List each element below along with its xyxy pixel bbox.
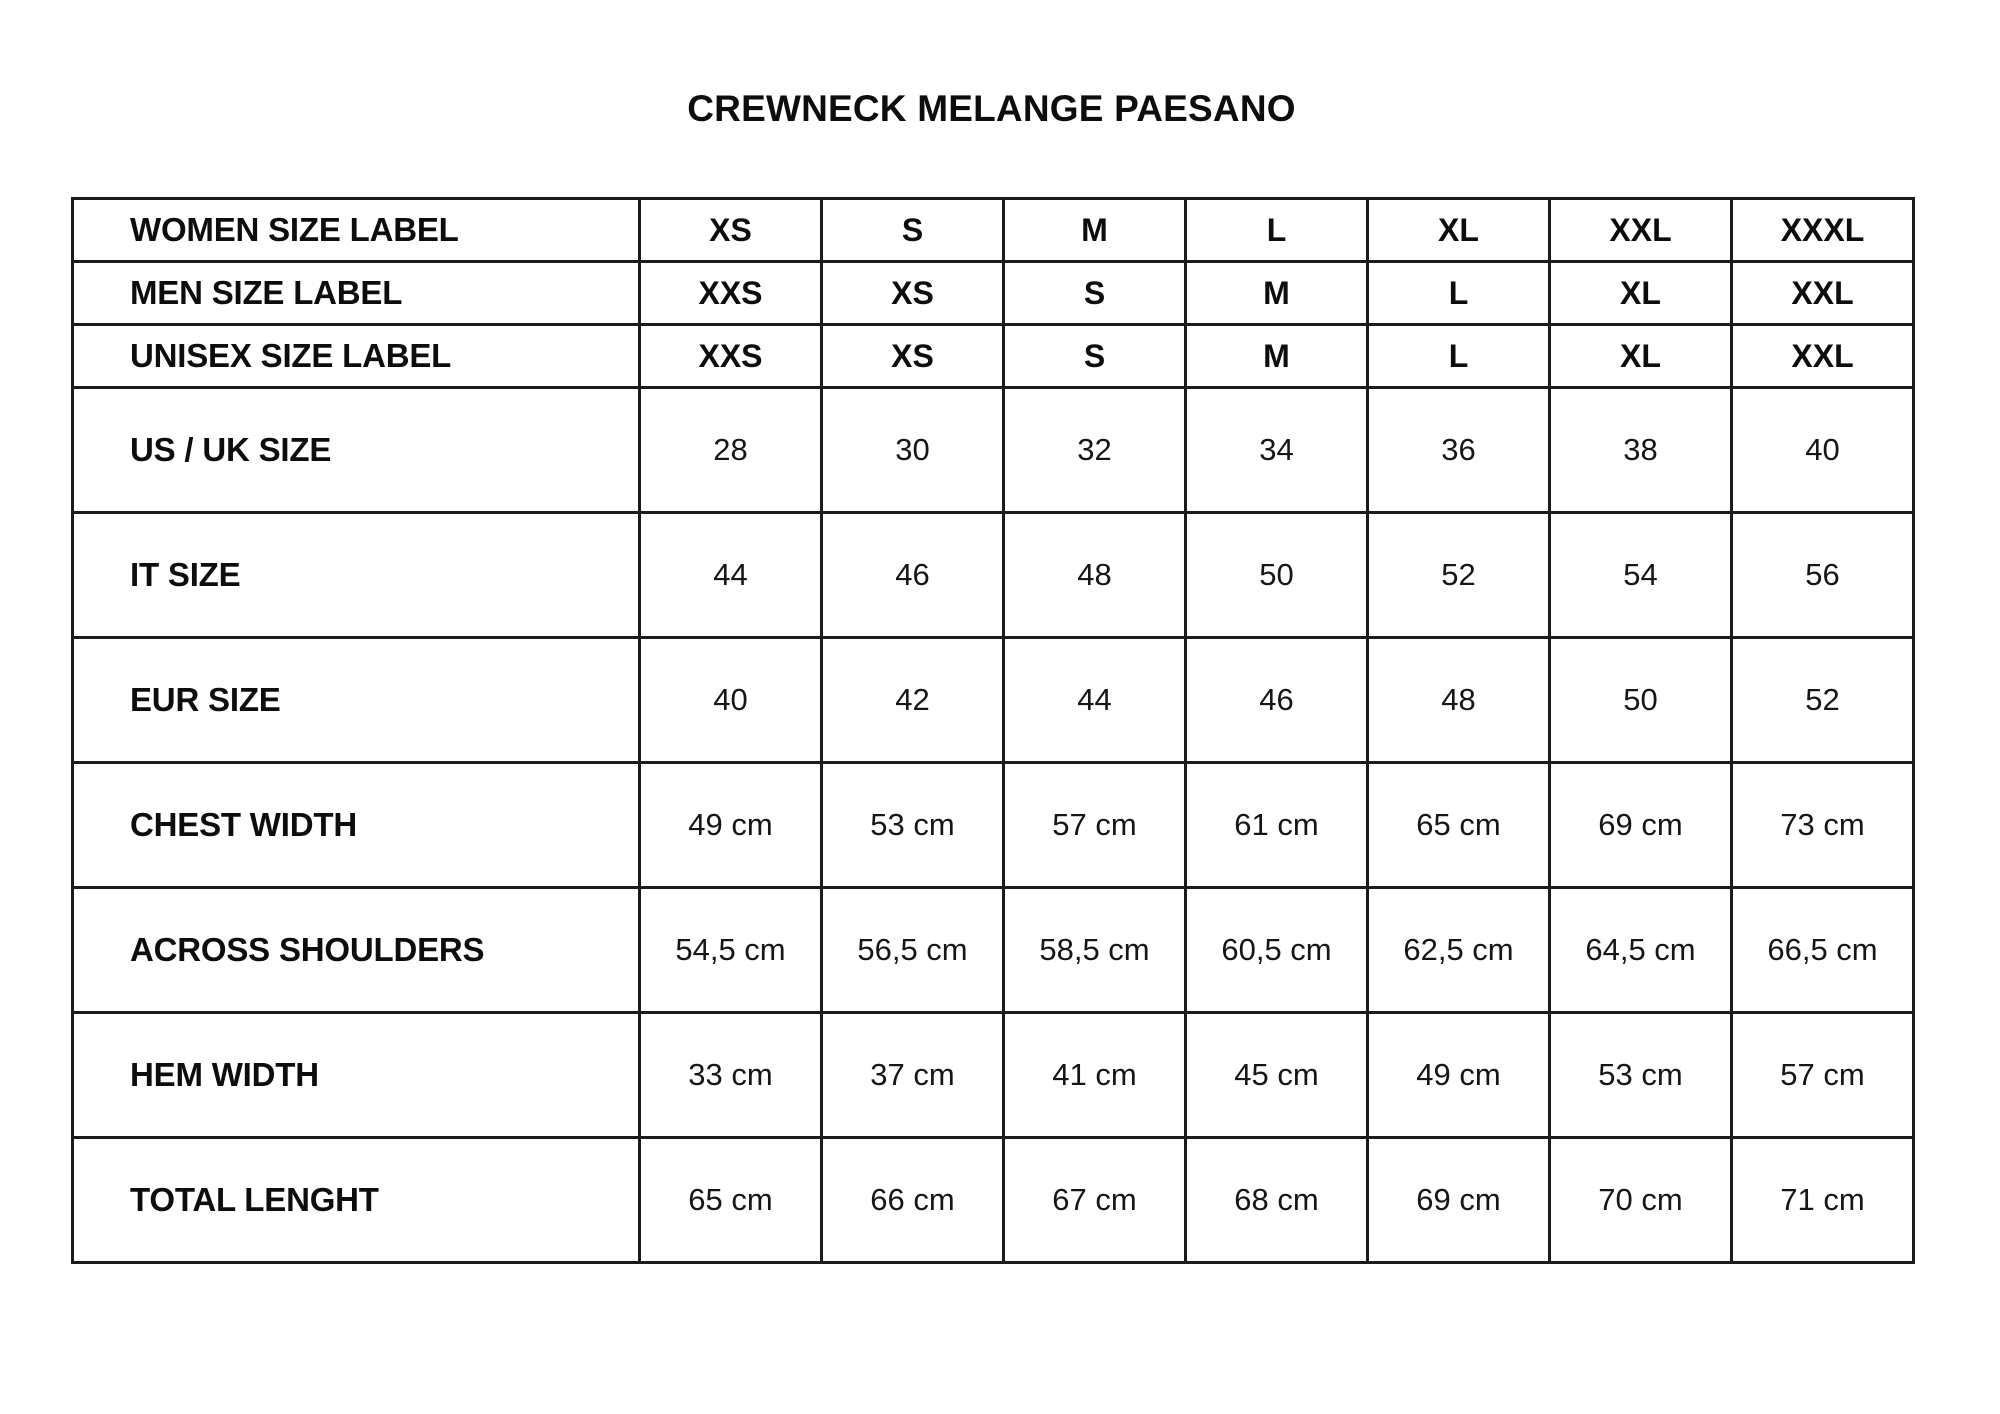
size-value-cell: M [1004, 199, 1186, 262]
size-value-cell: XS [640, 199, 822, 262]
size-value-cell: S [1004, 325, 1186, 388]
size-value-cell: 64,5 cm [1550, 888, 1732, 1013]
size-value-cell: 65 cm [640, 1138, 822, 1263]
size-value-cell: 36 [1368, 388, 1550, 513]
size-value-cell: 44 [640, 513, 822, 638]
size-value-cell: 65 cm [1368, 763, 1550, 888]
size-value-cell: L [1368, 325, 1550, 388]
row-label: CHEST WIDTH [73, 763, 640, 888]
size-value-cell: 58,5 cm [1004, 888, 1186, 1013]
size-value-cell: M [1186, 262, 1368, 325]
table-row [73, 513, 1914, 638]
size-value-cell: 57 cm [1732, 1013, 1914, 1138]
size-value-cell: 54 [1550, 513, 1732, 638]
row-label: HEM WIDTH [73, 1013, 640, 1138]
size-value-cell: 40 [640, 638, 822, 763]
size-value-cell: 60,5 cm [1186, 888, 1368, 1013]
size-value-cell: 54,5 cm [640, 888, 822, 1013]
size-value-cell: 30 [822, 388, 1004, 513]
size-value-cell: S [822, 199, 1004, 262]
size-value-cell: XXL [1550, 199, 1732, 262]
size-value-cell: 49 cm [1368, 1013, 1550, 1138]
size-value-cell: 32 [1004, 388, 1186, 513]
size-value-cell: XXS [640, 325, 822, 388]
size-value-cell: 71 cm [1732, 1138, 1914, 1263]
size-value-cell: 44 [1004, 638, 1186, 763]
row-label: ACROSS SHOULDERS [73, 888, 640, 1013]
size-value-cell: 62,5 cm [1368, 888, 1550, 1013]
row-label: WOMEN SIZE LABEL [73, 199, 640, 262]
size-value-cell: 70 cm [1550, 1138, 1732, 1263]
size-value-cell: 73 cm [1732, 763, 1914, 888]
size-value-cell: XS [822, 262, 1004, 325]
size-value-cell: 68 cm [1186, 1138, 1368, 1263]
size-value-cell: L [1368, 262, 1550, 325]
table-row [73, 388, 1914, 513]
size-value-cell: 57 cm [1004, 763, 1186, 888]
size-value-cell: 53 cm [822, 763, 1004, 888]
table-row [73, 325, 1914, 388]
table-row [73, 763, 1914, 888]
size-value-cell: 50 [1186, 513, 1368, 638]
table-row [73, 1138, 1914, 1263]
row-label: IT SIZE [73, 513, 640, 638]
size-value-cell: 38 [1550, 388, 1732, 513]
size-value-cell: XXL [1732, 325, 1914, 388]
table-row [73, 199, 1914, 262]
size-value-cell: 52 [1732, 638, 1914, 763]
size-value-cell: 42 [822, 638, 1004, 763]
size-value-cell: 49 cm [640, 763, 822, 888]
size-value-cell: 46 [1186, 638, 1368, 763]
size-chart-table [71, 197, 1915, 1264]
row-label: EUR SIZE [73, 638, 640, 763]
size-value-cell: 61 cm [1186, 763, 1368, 888]
size-value-cell: 53 cm [1550, 1013, 1732, 1138]
size-value-cell: 56,5 cm [822, 888, 1004, 1013]
size-value-cell: XL [1368, 199, 1550, 262]
size-value-cell: XL [1550, 325, 1732, 388]
table-row [73, 1013, 1914, 1138]
size-value-cell: XXXL [1732, 199, 1914, 262]
row-label: MEN SIZE LABEL [73, 262, 640, 325]
size-value-cell: 56 [1732, 513, 1914, 638]
size-value-cell: 48 [1004, 513, 1186, 638]
table-row [73, 638, 1914, 763]
size-value-cell: XXL [1732, 262, 1914, 325]
row-label: TOTAL LENGHT [73, 1138, 640, 1263]
size-value-cell: 48 [1368, 638, 1550, 763]
size-value-cell: S [1004, 262, 1186, 325]
size-value-cell: 67 cm [1004, 1138, 1186, 1263]
size-value-cell: 37 cm [822, 1013, 1004, 1138]
size-value-cell: 52 [1368, 513, 1550, 638]
size-value-cell: M [1186, 325, 1368, 388]
table-row [73, 888, 1914, 1013]
size-value-cell: XL [1550, 262, 1732, 325]
size-value-cell: 46 [822, 513, 1004, 638]
size-value-cell: 45 cm [1186, 1013, 1368, 1138]
size-value-cell: 34 [1186, 388, 1368, 513]
size-value-cell: 41 cm [1004, 1013, 1186, 1138]
size-value-cell: L [1186, 199, 1368, 262]
size-value-cell: 50 [1550, 638, 1732, 763]
size-value-cell: 66,5 cm [1732, 888, 1914, 1013]
row-label: US / UK SIZE [73, 388, 640, 513]
table-row [73, 262, 1914, 325]
size-value-cell: 69 cm [1368, 1138, 1550, 1263]
size-value-cell: 33 cm [640, 1013, 822, 1138]
table-body [73, 199, 1914, 1263]
size-value-cell: 69 cm [1550, 763, 1732, 888]
page-title: CREWNECK MELANGE PAESANO [687, 88, 1296, 129]
size-value-cell: 28 [640, 388, 822, 513]
size-value-cell: XS [822, 325, 1004, 388]
size-value-cell: XXS [640, 262, 822, 325]
size-value-cell: 40 [1732, 388, 1914, 513]
row-label: UNISEX SIZE LABEL [73, 325, 640, 388]
size-value-cell: 66 cm [822, 1138, 1004, 1263]
